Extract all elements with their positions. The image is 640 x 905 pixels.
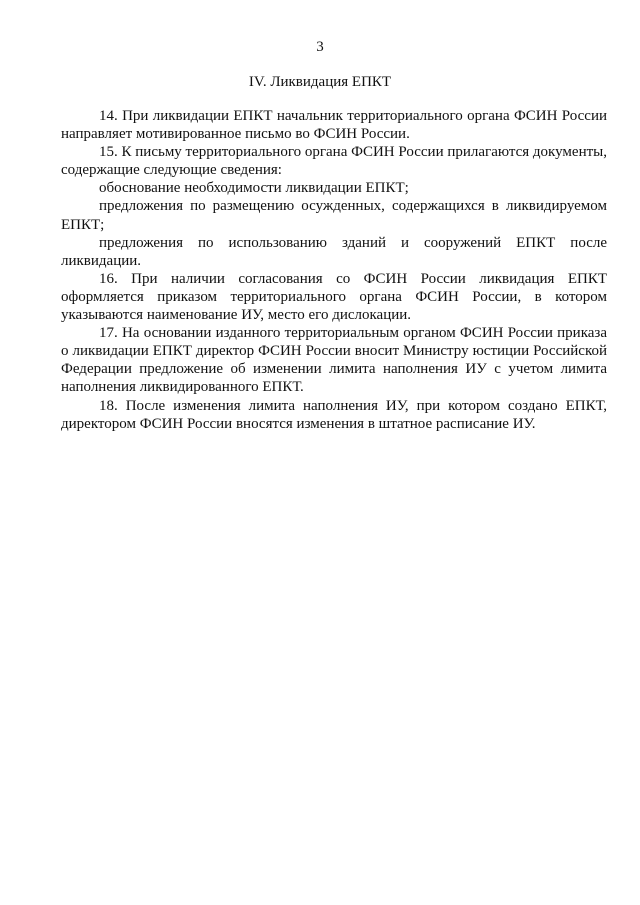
list-item-justification: обоснование необходимости ликвидации ЕПКТ; bbox=[99, 180, 409, 197]
list-item-convict-placement: предложения по размещению осужденных, содержащихся в ликвидируемом ЕПКТ; bbox=[61, 198, 607, 233]
paragraph-17: 17. На основании изданного территориальным органом ФСИН России приказа о ликвидации ЕПКТ директор ФСИН России вносит Министру юстиции Российской Федерации предложение об изменении лимита наполнения ИУ с учетом лимита наполнения ликвидированного ЕПКТ. bbox=[61, 325, 607, 396]
paragraph-14: 14. При ликвидации ЕПКТ начальник территориального органа ФСИН России направляет мотивированное письмо во ФСИН России. bbox=[61, 108, 607, 143]
list-item-building-use: предложения по использованию зданий и сооружений ЕПКТ после ликвидации. bbox=[61, 234, 607, 269]
paragraph-16: 16. При наличии согласования со ФСИН России ликвидация ЕПКТ оформляется приказом территориального органа ФСИН России, в котором указываются наименование ИУ, место его дислокации. bbox=[61, 270, 607, 324]
document-body bbox=[61, 107, 607, 433]
paragraph-15: 15. К письму территориального органа ФСИН России прилагаются документы, содержащие следующие сведения: bbox=[61, 144, 607, 179]
page-number: 3 bbox=[316, 39, 324, 55]
paragraph-18: 18. После изменения лимита наполнения ИУ, при котором создано ЕПКТ, директором ФСИН России вносятся изменения в штатное расписание ИУ. bbox=[61, 397, 607, 432]
section-heading: IV. Ликвидация ЕПКТ bbox=[248, 74, 392, 90]
